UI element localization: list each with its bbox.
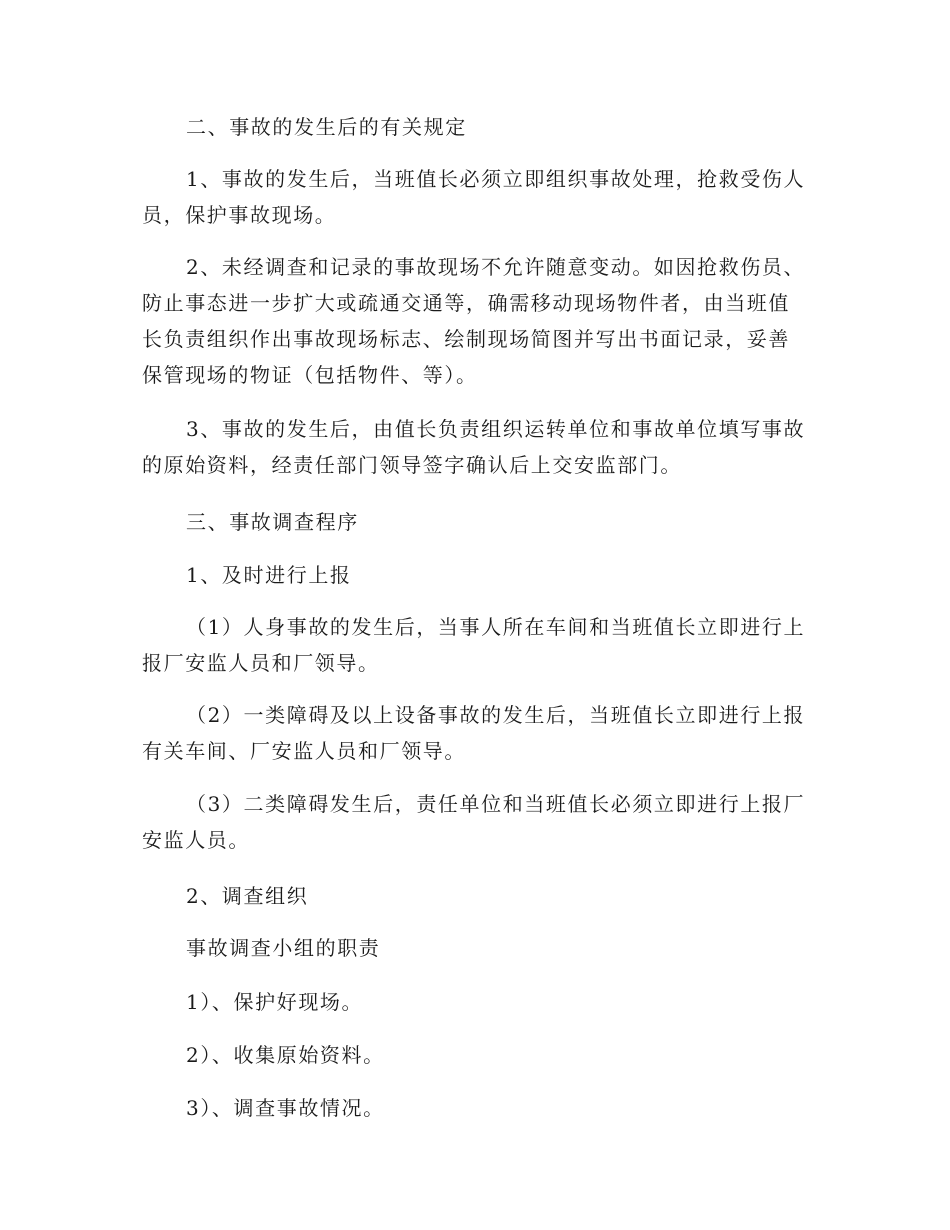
paragraph-report-2: （2）一类障碍及以上设备事故的发生后，当班值长立即进行上报有关车间、厂安监人员和厂领导。 — [142, 703, 806, 763]
paragraph-team-duties: 事故调查小组的职责 — [186, 936, 381, 960]
section-heading-post-accident-rules: 二、事故的发生后的有关规定 — [186, 115, 467, 139]
section-heading-investigation-procedure: 三、事故调查程序 — [186, 510, 359, 534]
list-item-duty-2: 2）、收集原始资料。 — [186, 1043, 385, 1067]
list-item-duty-1: 1）、保护好现场。 — [186, 990, 364, 1014]
paragraph-rule-2: 2、未经调查和记录的事故现场不允许随意变动。如因抢救伤员、防止事态进一步扩大或疏通交通等，确需移动现场物件者，由当班值长负责组织作出事故现场标志、绘制现场简图并写出书面记录，妥善保管现场的物证（包括物件、等）。 — [142, 255, 806, 387]
list-item-duty-3: 3）、调查事故情况。 — [186, 1096, 385, 1120]
paragraph-rule-1: 1、事故的发生后，当班值长必须立即组织事故处理，抢救受伤人员，保护事故现场。 — [142, 167, 806, 227]
paragraph-rule-3: 3、事故的发生后，由值长负责组织运转单位和事故单位填写事故的原始资料，经责任部门领导签字确认后上交安监部门。 — [142, 417, 806, 477]
paragraph-report-3: （3）二类障碍发生后，责任单位和当班值长必须立即进行上报厂安监人员。 — [142, 792, 806, 852]
paragraph-report-1: （1）人身事故的发生后，当事人所在车间和当班值长立即进行上报厂安监人员和厂领导。 — [142, 615, 806, 675]
subheading-timely-report: 1、及时进行上报 — [186, 563, 352, 587]
subheading-investigation-organization: 2、调查组织 — [186, 884, 309, 908]
